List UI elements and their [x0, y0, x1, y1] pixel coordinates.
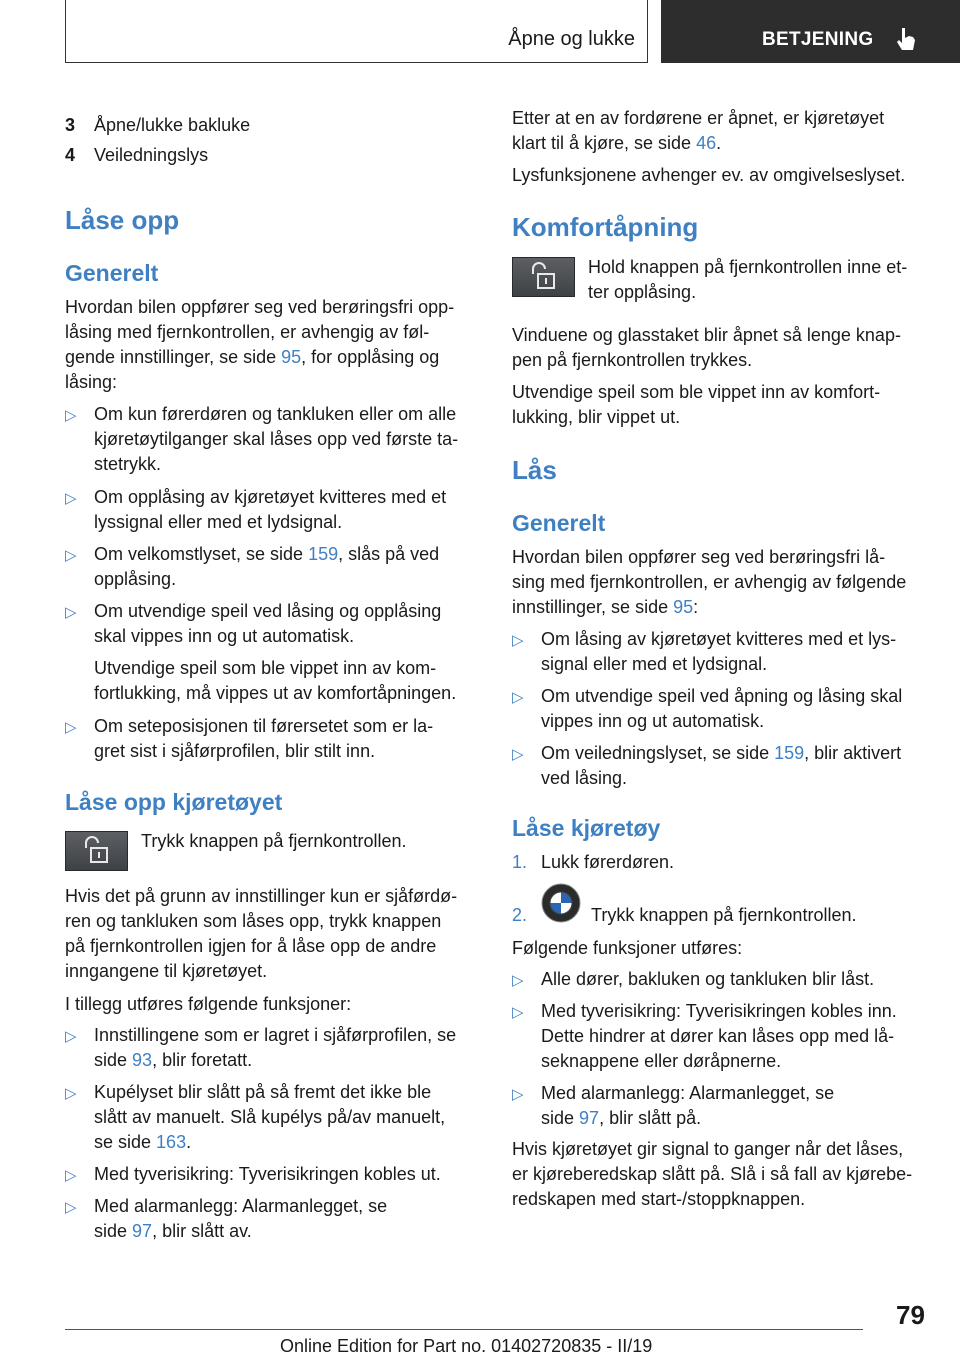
paragraph-generelt: Hvordan bilen oppfører seg ved berøringsfri opp- låsing med fjernkontrollen, er avhengig av føl- gende innstillinger, se side 95, for opplåsing og låsing:	[65, 297, 455, 392]
bullet-icon: ▷	[65, 1199, 77, 1216]
heading-komfortapning: Komfortåpning	[512, 212, 699, 242]
step-text: Trykk knappen på fjernkontrollen.	[591, 905, 857, 925]
bullet-icon: ▷	[65, 1167, 77, 1184]
page-link[interactable]: 95	[281, 347, 302, 367]
bmw-logo-icon	[541, 883, 581, 928]
footer-edition: Online Edition for Part no. 01402720835 - II/19	[280, 1336, 653, 1356]
step-number: 2.	[512, 905, 528, 925]
bullet-icon: ▷	[65, 1028, 77, 1045]
unlock-button-icon	[512, 257, 575, 297]
bullet-item: Om utvendige speil ved åpning og låsing skal vippes inn og ut automatisk.	[541, 686, 903, 731]
bullet-icon: ▷	[65, 1085, 77, 1102]
page-link[interactable]: 163	[156, 1132, 187, 1152]
bullet-item: Om veiledningslyset, se side 159, blir aktivert ved låsing.	[541, 743, 902, 788]
page-link[interactable]: 97	[579, 1108, 600, 1128]
bullet-item: Om opplåsing av kjøretøyet kvitteres med et lyssignal eller med et lydsignal.	[94, 487, 447, 532]
bullet-item: Om seteposisjonen til førersetet som er la- gret sist i sjåførprofilen, blir stilt inn.	[94, 716, 434, 761]
paragraph-speil: Utvendige speil som ble vippet inn av komfort- lukking, blir vippet ut.	[512, 382, 881, 427]
bullet-icon: ▷	[512, 1004, 524, 1021]
page-link[interactable]: 93	[132, 1050, 153, 1070]
bullet-icon: ▷	[65, 490, 77, 507]
heading-generelt: Generelt	[512, 510, 606, 536]
heading-lase-opp-kjoretoyet: Låse opp kjøretøyet	[65, 789, 283, 815]
bullet-item: Om kun førerdøren og tankluken eller om alle kjøretøytilganger skal låses opp ved første ta- stetrykk.	[94, 404, 459, 474]
unlock-button-icon	[65, 831, 128, 871]
bullet-item: Kupélyset blir slått på så fremt det ikke ble slått av manuelt. Slå kupélys på/av manuelt, se side 163.	[94, 1082, 446, 1152]
paragraph-vinduene: Vinduene og glasstaket blir åpnet så lenge knap- pen på fjernkontrollen trykkes.	[512, 325, 901, 370]
paragraph-sjafor: Hvis det på grunn av innstillinger kun er sjåførdø- ren og tankluken som låses opp, trykk knappen på fjernkontrollen igjen for å låse opp de andre inngangene til kjøretøyet.	[65, 886, 458, 981]
list-item-number: 3	[65, 115, 76, 135]
page-link[interactable]: 97	[132, 1221, 153, 1241]
list-item-text: Åpne/lukke bakluke	[94, 115, 251, 135]
bullet-icon: ▷	[512, 632, 524, 649]
step-text: Lukk førerdøren.	[541, 852, 675, 872]
paragraph-funksjoner: Følgende funksjoner utføres:	[512, 938, 743, 958]
footer-divider	[65, 1329, 863, 1330]
bullet-item: Alle dører, bakluken og tankluken blir låst.	[541, 969, 875, 989]
bullet-item: Med tyverisikring: Tyverisikringen kobles inn. Dette hindrer at dører kan låses opp med lå- seknappene eller døråpnerne.	[541, 1001, 897, 1071]
bullet-item: Om låsing av kjøretøyet kvitteres med et lys- signal eller med et lydsignal.	[541, 629, 897, 674]
bullet-icon: ▷	[65, 719, 77, 736]
bullet-item: Om utvendige speil ved låsing og opplåsing skal vippes inn og ut automatisk. Utvendige speil som ble vippet inn av kom- fortlukking, må vippes ut av komfortåpningen.	[94, 601, 457, 703]
instruction-text: Hold knappen på fjernkontrollen inne et- ter opplåsing.	[588, 257, 908, 302]
instruction-text: Trykk knappen på fjernkontrollen.	[141, 831, 407, 851]
paragraph-kjoreberedskap: Hvis kjøretøyet gir signal to ganger når det låses, er kjøreberedskap slått på. Slå i så fall av kjørebe- redskapen med start-/stoppknappen.	[512, 1139, 913, 1209]
bullet-item: Innstillingene som er lagret i sjåførprofilen, se side 93, blir foretatt.	[94, 1025, 457, 1070]
heading-lase-kjoretoy: Låse kjøretøy	[512, 815, 661, 841]
list-item-number: 4	[65, 145, 76, 165]
bullet-icon: ▷	[65, 604, 77, 621]
bullet-icon: ▷	[512, 746, 524, 763]
section-label: BETJENING	[762, 29, 874, 50]
bullet-item: Med alarmanlegg: Alarmanlegget, se side 97, blir slått på.	[541, 1083, 835, 1128]
bullet-item: Med tyverisikring: Tyverisikringen kobles ut.	[94, 1164, 441, 1184]
page-link[interactable]: 159	[774, 743, 805, 763]
page-header-title: Åpne og lukke	[508, 28, 635, 50]
page-number: 79	[896, 1300, 925, 1330]
paragraph-funksjoner: I tillegg utføres følgende funksjoner:	[65, 994, 352, 1014]
page-link[interactable]: 46	[696, 133, 717, 153]
hand-pointer-icon	[893, 26, 919, 57]
list-item-text: Veiledningslys	[94, 145, 209, 165]
page-link[interactable]: 95	[673, 597, 694, 617]
bullet-icon: ▷	[512, 1086, 524, 1103]
bullet-icon: ▷	[512, 972, 524, 989]
bullet-item: Med alarmanlegg: Alarmanlegget, se side 97, blir slått av.	[94, 1196, 388, 1241]
bullet-icon: ▷	[512, 689, 524, 706]
heading-las: Lås	[512, 455, 557, 485]
paragraph-generelt: Hvordan bilen oppfører seg ved berøringsfri lå- sing med fjernkontrollen, er avhengig av følgende innstillinger, se side 95:	[512, 547, 907, 617]
bullet-item: Om velkomstlyset, se side 159, slås på ved opplåsing.	[94, 544, 440, 589]
paragraph-fordorene: Etter at en av fordørene er åpnet, er kjøretøyet klart til å kjøre, se side 46.	[512, 108, 885, 153]
page-link[interactable]: 159	[308, 544, 339, 564]
bullet-icon: ▷	[65, 547, 77, 564]
heading-lase-opp: Låse opp	[65, 205, 180, 235]
paragraph-lysfunksjoner: Lysfunksjonene avhenger ev. av omgivelseslyset.	[512, 165, 906, 185]
step-number: 1.	[512, 852, 528, 872]
bullet-icon: ▷	[65, 407, 77, 424]
heading-generelt: Generelt	[65, 260, 159, 286]
